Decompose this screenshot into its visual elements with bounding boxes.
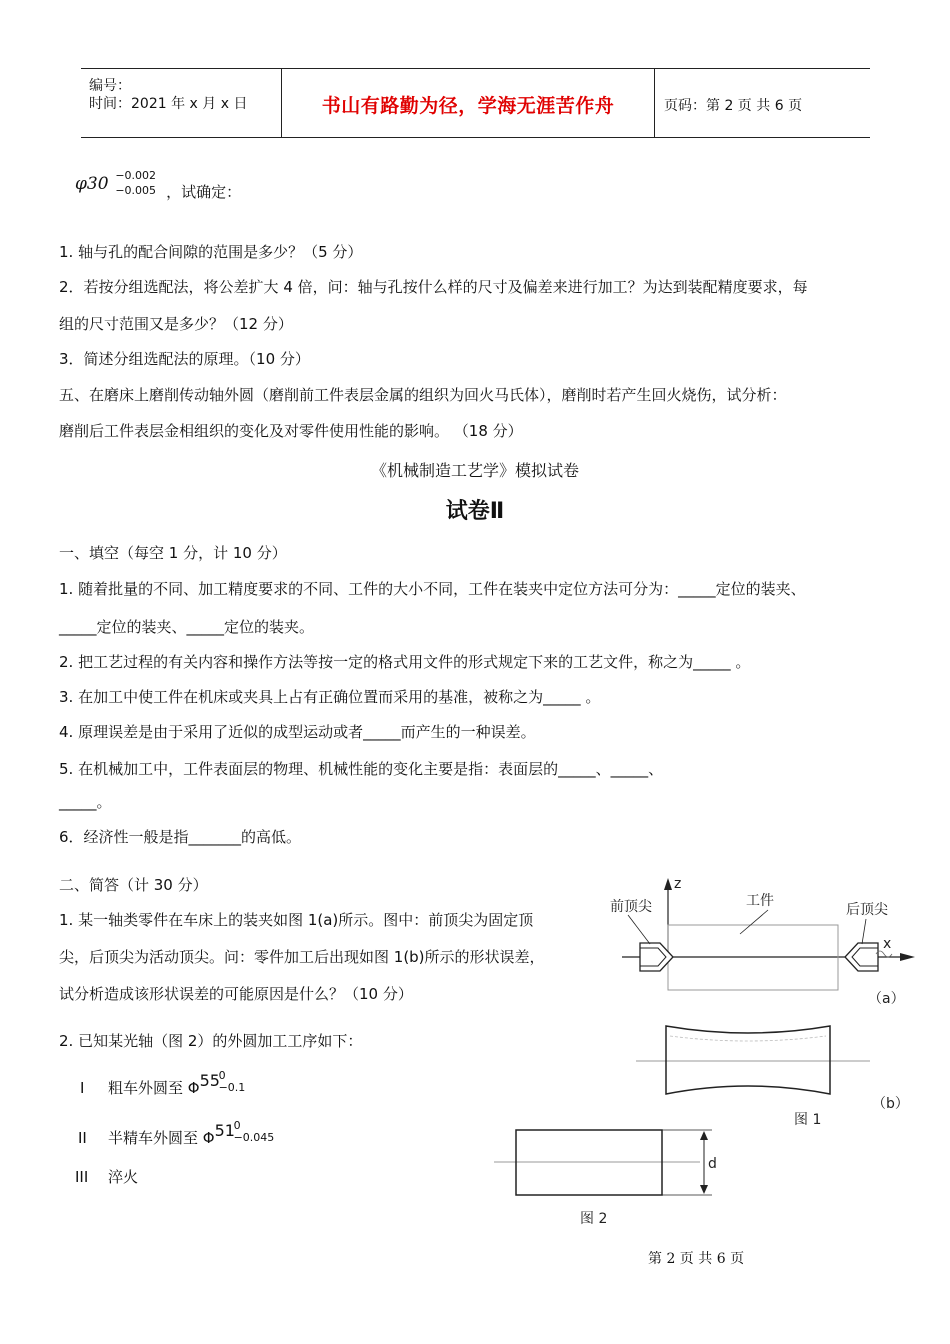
step-row bbox=[108, 1069, 264, 1099]
page-number: 页码：第 2 页 共 6 页 bbox=[664, 98, 803, 114]
fill-line: 5. 在机械加工中，工件表面层的物理、机械性能的变化主要是指：表面层的_____、_____、 bbox=[59, 760, 664, 778]
figure-1-caption: 图 1 bbox=[794, 1112, 822, 1128]
step-text: 粗车外圆至 Φ bbox=[108, 1079, 200, 1097]
step-number: II bbox=[78, 1129, 87, 1147]
step-text: 半精车外圆至 Φ bbox=[108, 1129, 215, 1147]
fill-line: 4. 原理误差是由于采用了近似的成型运动或者_____而产生的一种误差。 bbox=[59, 723, 536, 741]
step-dimension bbox=[214, 1119, 285, 1149]
dimension-upper: 0 bbox=[218, 1069, 226, 1082]
q1-line: 尖，后顶尖为活动顶尖。问：零件加工后出现如图 1(b)所示的形状误差， bbox=[59, 948, 545, 966]
tolerance-spec bbox=[75, 169, 242, 201]
fill-line: 3. 在加工中使工件在机床或夹具上占有正确位置而采用的基准，被称之为_____ 。 bbox=[59, 688, 601, 706]
figure-1a bbox=[600, 870, 920, 1010]
step-number: I bbox=[80, 1079, 85, 1097]
page-footer: 第 2 页 共 6 页 bbox=[648, 1251, 745, 1267]
section-heading: 一、填空（每空 1 分，计 10 分） bbox=[59, 544, 287, 562]
tolerance-lower: −0.005 bbox=[115, 184, 157, 197]
dimension-lower: −0.045 bbox=[233, 1131, 275, 1144]
fill-line: _____定位的装夹、_____定位的装夹。 bbox=[59, 618, 315, 636]
question-line: 组的尺寸范围又是多少？（12 分） bbox=[59, 315, 293, 333]
x-label: x bbox=[883, 936, 892, 952]
z-axis-arrow bbox=[664, 878, 672, 890]
step-number: III bbox=[75, 1168, 89, 1186]
tolerance-stack bbox=[113, 169, 161, 197]
header-left-cell bbox=[81, 69, 281, 137]
fill-line: 6．经济性一般是指_______的高低。 bbox=[59, 828, 302, 846]
serial-label: 编号： bbox=[89, 78, 131, 94]
header-table bbox=[81, 68, 870, 138]
step-text: 淬火 bbox=[108, 1168, 139, 1186]
date-text: 时间：2021 年 x 月 x 日 bbox=[89, 96, 248, 112]
question-line: 磨削后工件表层金相组织的变化及对零件使用性能的影响。 （18 分） bbox=[59, 422, 523, 440]
header-mid-cell bbox=[281, 69, 655, 137]
figure-1b bbox=[630, 1018, 920, 1133]
figure-2-caption: 图 2 bbox=[580, 1211, 608, 1227]
header-right-cell bbox=[654, 69, 870, 137]
rear-center-label: 后顶尖 bbox=[846, 902, 888, 918]
front-center-label: 前顶尖 bbox=[610, 899, 652, 915]
dimension-base: 51 bbox=[214, 1121, 235, 1140]
dimension-lower: −0.1 bbox=[218, 1081, 246, 1094]
question-line: 五、在磨床上磨削传动轴外圆（磨削前工件表层金属的组织为回火马氏体），磨削时若产生回火烧伤，试分析： bbox=[59, 386, 787, 404]
fill-line: 1. 随着批量的不同、加工精度要求的不同、工件的大小不同，工件在装夹中定位方法可分为：_____定位的装夹、 bbox=[59, 580, 806, 598]
step-row bbox=[108, 1119, 285, 1149]
question-line: 1. 轴与孔的配合间隙的范围是多少？（5 分） bbox=[59, 243, 363, 261]
barrel-shape bbox=[666, 1026, 830, 1094]
fill-line: _____。 bbox=[59, 793, 112, 811]
q1-line: 试分析造成该形状误差的可能原因是什么？（10 分） bbox=[59, 985, 413, 1003]
section-heading: 二、简答（计 30 分） bbox=[59, 876, 208, 894]
motto: 书山有路勤为径，学海无涯苦作舟 bbox=[321, 95, 615, 117]
caption-b: （b） bbox=[872, 1096, 909, 1112]
fill-line: 2. 把工艺过程的有关内容和操作方法等按一定的格式用文件的形式规定下来的工艺文件，称之为_____ 。 bbox=[59, 653, 751, 671]
question-line: 3．简述分组选配法的原理。（10 分） bbox=[59, 350, 310, 368]
step-dimension bbox=[199, 1069, 264, 1099]
exam-subtitle: 试卷Ⅱ bbox=[445, 499, 505, 524]
spec-tail: ，试确定： bbox=[166, 183, 242, 201]
caption-a: （a） bbox=[868, 991, 905, 1007]
d-label: d bbox=[708, 1156, 717, 1172]
question-line: 2．若按分组选配法，将公差扩大 4 倍，问：轴与孔按什么样的尺寸及偏差来进行加工？为达到装配精度要求，每 bbox=[59, 278, 808, 296]
figure-2 bbox=[490, 1120, 730, 1235]
dimension-upper: 0 bbox=[233, 1119, 241, 1132]
tolerance-upper: −0.002 bbox=[115, 169, 157, 182]
phi-symbol: φ30 bbox=[75, 174, 109, 194]
q1-line: 1. 某一轴类零件在车床上的装夹如图 1(a)所示。图中：前顶尖为固定顶 bbox=[59, 911, 534, 929]
q2-intro: 2. 已知某光轴（图 2）的外圆加工工序如下： bbox=[59, 1032, 363, 1050]
exam-title: 《机械制造工艺学》模拟试卷 bbox=[370, 461, 579, 480]
dimension-base: 55 bbox=[199, 1071, 220, 1090]
rear-center bbox=[845, 943, 878, 971]
x-axis-arrow bbox=[900, 953, 915, 961]
workpiece-label: 工件 bbox=[746, 893, 774, 909]
z-label: z bbox=[674, 876, 682, 892]
